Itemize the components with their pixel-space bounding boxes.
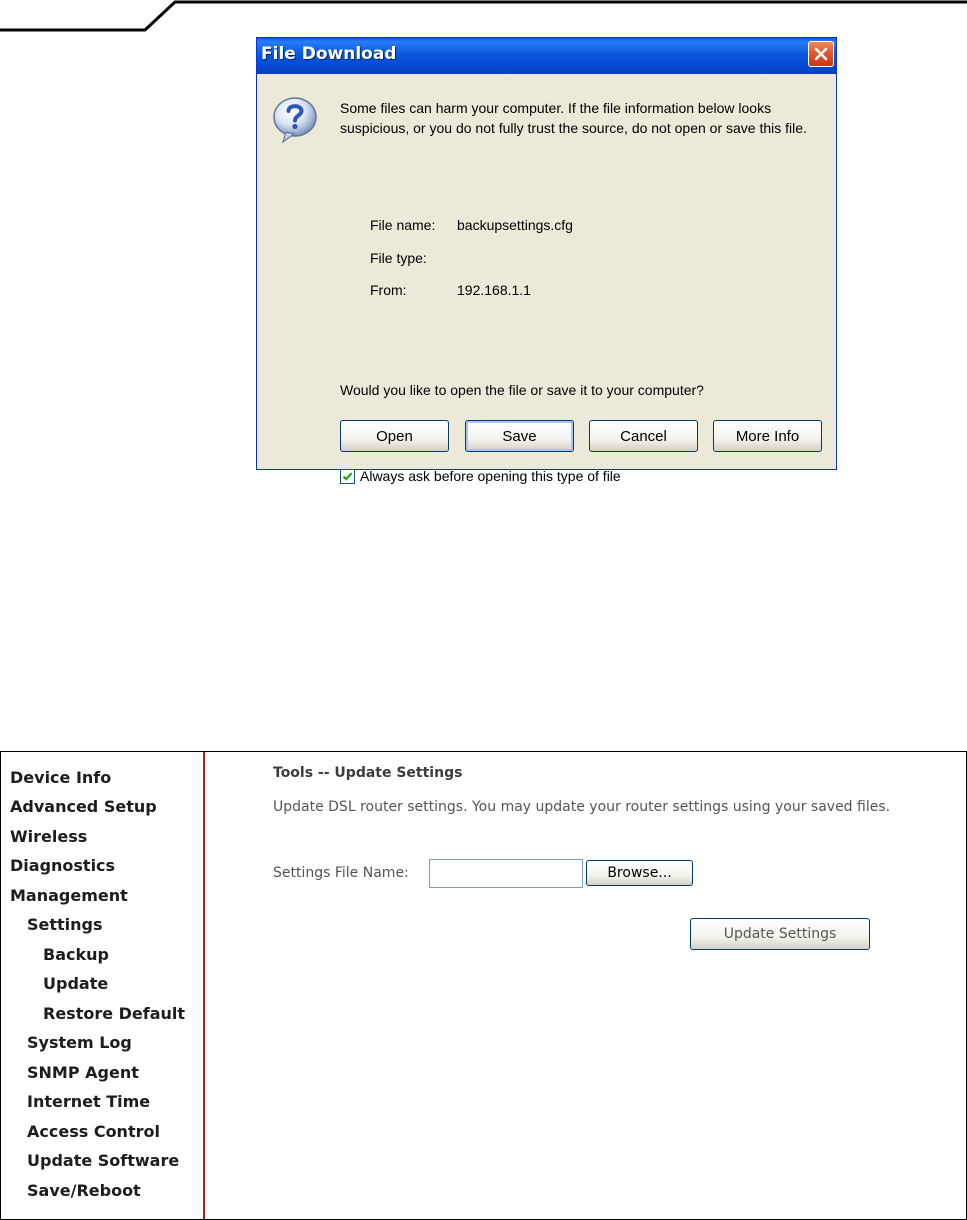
sidebar-item-internet-time[interactable]: Internet Time: [27, 1092, 151, 1111]
always-ask-checkbox[interactable]: [340, 469, 355, 484]
checkmark-icon: [341, 470, 354, 483]
open-button[interactable]: Open: [340, 420, 449, 452]
warning-message: Some files can harm your computer. If the file information below looks suspicious, or you do not fully trust the source, do not open or save this file.: [340, 100, 807, 136]
sidebar-item-system-log[interactable]: System Log: [27, 1033, 132, 1052]
page-header-rule: [0, 0, 967, 40]
sidebar-item-diagnostics[interactable]: Diagnostics: [10, 856, 116, 875]
save-button[interactable]: Save: [465, 420, 574, 452]
close-button[interactable]: [808, 41, 834, 67]
router-update-settings-page: [0, 751, 967, 1220]
always-ask-label: Always ask before opening this type of file: [360, 468, 621, 484]
settings-file-input[interactable]: [429, 859, 583, 888]
dialog-title: File Download: [261, 44, 397, 64]
open-or-save-question: Would you like to open the file or save it to your computer?: [340, 382, 704, 398]
sidebar-item-snmp-agent[interactable]: SNMP Agent: [27, 1063, 139, 1082]
sidebar: [1, 752, 205, 1219]
update-settings-button[interactable]: Update Settings: [690, 918, 870, 950]
question-icon: [270, 94, 320, 144]
from-value: 192.168.1.1: [457, 282, 531, 298]
settings-file-name-label: Settings File Name:: [273, 865, 409, 881]
close-icon: [814, 47, 828, 61]
always-ask-row: [340, 468, 621, 484]
browse-button[interactable]: Browse...: [586, 860, 693, 886]
cancel-button[interactable]: Cancel: [589, 420, 698, 452]
dialog-title-bar[interactable]: [257, 38, 836, 74]
sidebar-item-access-control[interactable]: Access Control: [27, 1122, 160, 1141]
page-description: Update DSL router settings. You may update your router settings using your saved files.: [273, 799, 891, 815]
sidebar-item-device-info[interactable]: Device Info: [10, 768, 112, 787]
page-title: Tools -- Update Settings: [273, 765, 463, 781]
sidebar-item-settings[interactable]: Settings: [27, 915, 103, 934]
file-name-value: backupsettings.cfg: [457, 217, 573, 233]
sidebar-item-advanced-setup[interactable]: Advanced Setup: [10, 797, 157, 816]
from-label: From:: [370, 282, 407, 298]
file-download-dialog: [256, 37, 837, 484]
sidebar-item-update-software[interactable]: Update Software: [27, 1151, 180, 1170]
sidebar-item-save-reboot[interactable]: Save/Reboot: [27, 1181, 141, 1200]
sidebar-item-management[interactable]: Management: [10, 886, 128, 905]
file-name-label: File name:: [370, 217, 436, 233]
sidebar-item-wireless[interactable]: Wireless: [10, 827, 88, 846]
sidebar-item-update[interactable]: Update: [43, 974, 109, 993]
more-info-button[interactable]: More Info: [713, 420, 822, 452]
dialog-body: [257, 74, 836, 484]
sidebar-item-restore-default[interactable]: Restore Default: [43, 1004, 186, 1023]
sidebar-item-backup[interactable]: Backup: [43, 945, 109, 964]
file-type-label: File type:: [370, 250, 427, 266]
